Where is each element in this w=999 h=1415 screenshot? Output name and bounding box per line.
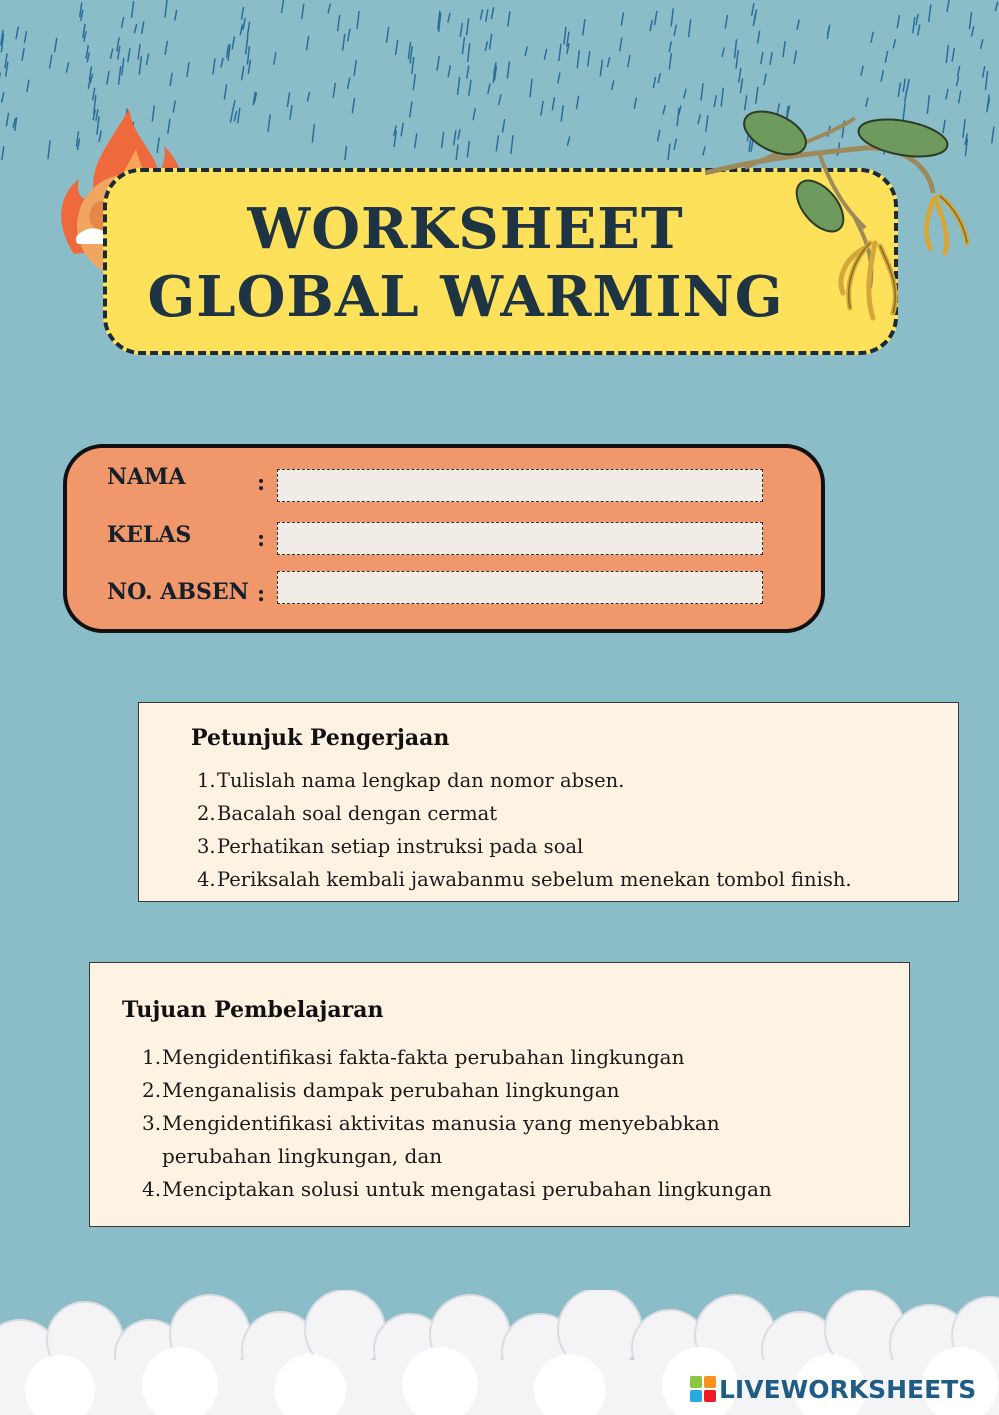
- absent-number-colon: :: [257, 581, 266, 607]
- class-label: KELAS: [107, 522, 192, 548]
- name-label: NAMA: [107, 464, 186, 490]
- class-input[interactable]: [277, 522, 763, 555]
- name-input[interactable]: [277, 469, 763, 502]
- name-colon: :: [257, 470, 266, 496]
- instructions-box: [138, 702, 959, 902]
- liveworksheets-logo-icon: [690, 1376, 716, 1402]
- list-item: 3.Mengidentifikasi aktivitas manusia yang menyebabkan perubahan lingkungan, dan: [142, 1111, 720, 1168]
- list-item: 1.Tulislah nama lengkap dan nomor absen.: [197, 769, 625, 792]
- wilted-plant-icon: [705, 108, 980, 333]
- objectives-heading: Tujuan Pembelajaran: [122, 997, 384, 1023]
- title-line-1: WORKSHEET: [247, 196, 684, 262]
- list-item: 4.Menciptakan solusi untuk mengatasi perubahan lingkungan: [142, 1177, 772, 1201]
- title-line-2: GLOBAL WARMING: [147, 264, 784, 330]
- student-info-form: [63, 444, 825, 633]
- list-item: 1.Mengidentifikasi fakta-fakta perubahan lingkungan: [142, 1045, 685, 1069]
- objectives-box: [89, 962, 910, 1227]
- list-item: 3.Perhatikan setiap instruksi pada soal: [197, 835, 584, 858]
- list-item: 4.Periksalah kembali jawabanmu sebelum menekan tombol finish.: [197, 868, 852, 891]
- list-item: 2.Bacalah soal dengan cermat: [197, 802, 498, 825]
- instructions-list: [197, 764, 852, 896]
- absent-number-input[interactable]: [277, 571, 763, 604]
- list-item: 2.Menganalisis dampak perubahan lingkungan: [142, 1078, 620, 1102]
- brand-name: LIVEWORKSHEETS: [719, 1374, 977, 1404]
- liveworksheets-brand[interactable]: [690, 1372, 976, 1406]
- absent-number-label: NO. ABSEN: [107, 579, 249, 605]
- instructions-heading: Petunjuk Pengerjaan: [191, 725, 450, 751]
- objectives-list: [142, 1041, 772, 1206]
- class-colon: :: [257, 526, 266, 552]
